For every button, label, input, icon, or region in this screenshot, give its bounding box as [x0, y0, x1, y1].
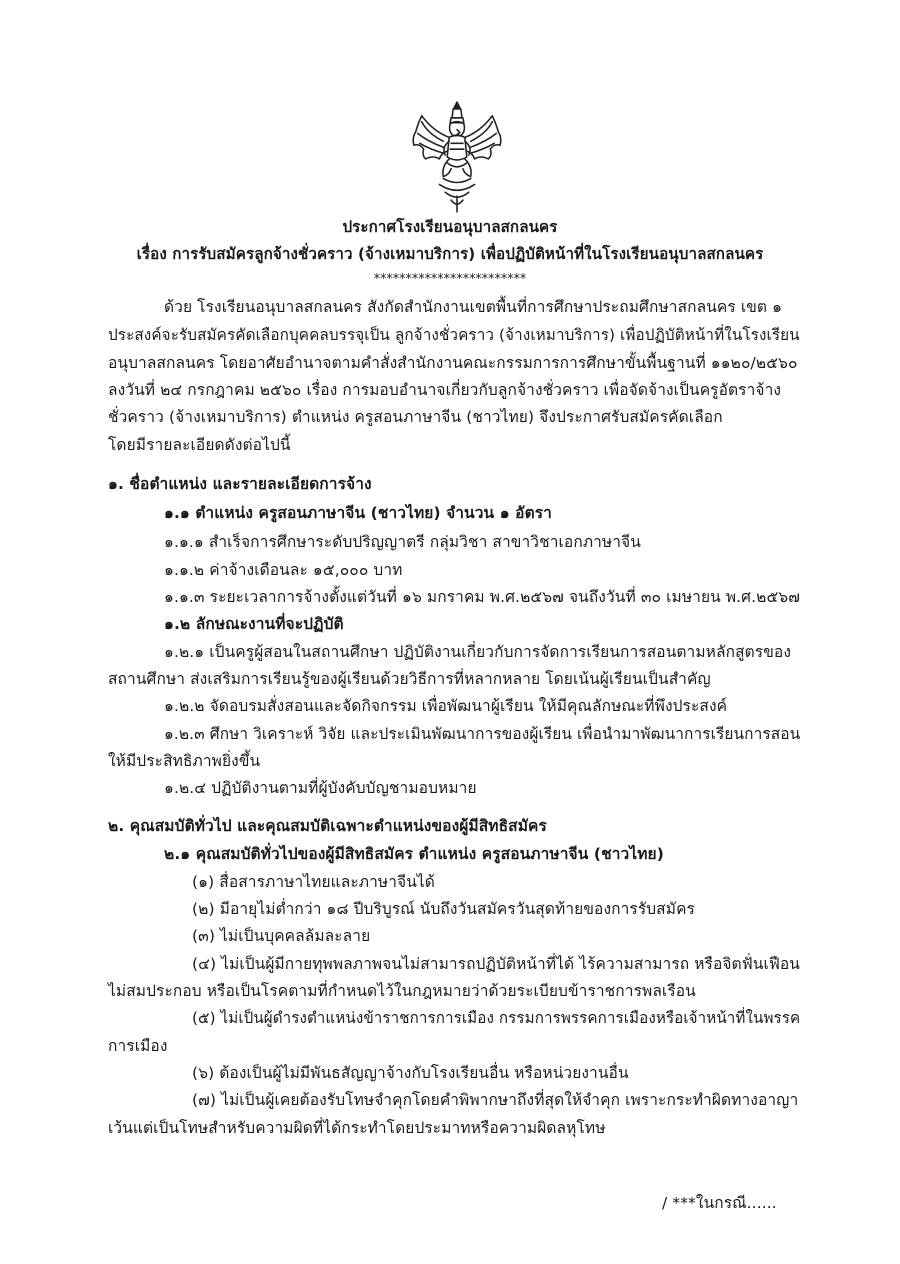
intro-line-5: ชั่วคราว (จ้างเหมาบริการ) ตำแหน่ง ครูสอนภาษาจีน (ชาวไทย) จึงประกาศรับสมัครคัดเลือก	[108, 408, 723, 426]
qualification-4-line-1: (๔) ไม่เป็นผู้มีกายทุพพลภาพจนไม่สามารถปฏิบัติหน้าที่ได้ ไร้ความสามารถ หรือจิตฟั่นเฟือน	[192, 955, 801, 973]
item-1-1-2: ๑.๑.๒ ค่าจ้างเดือนละ ๑๕,๐๐๐ บาท	[164, 561, 403, 579]
item-1-2-1-line-1: ๑.๒.๑ เป็นครูผู้สอนในสถานศึกษา ปฏิบัติงานเกี่ยวกับการจัดการเรียนการสอนตามหลักสูตรของ	[164, 643, 792, 661]
qualification-5-line-2: การเมือง	[108, 1037, 168, 1055]
qualification-4-line-2: ไม่สมประกอบ หรือเป็นโรคตามที่กำหนดไว้ในกฎหมายว่าด้วยระเบียบข้าราชการพลเรือน	[108, 982, 696, 1000]
intro-line-6: โดยมีรายละเอียดดังต่อไปนี้	[108, 436, 291, 454]
item-1-1-3: ๑.๑.๓ ระยะเวลาการจ้างตั้งแต่วันที่ ๑๖ มกราคม พ.ศ.๒๕๖๗ จนถึงวันที่ ๓๐ เมษายน พ.ศ.๒๕๖๗	[164, 588, 800, 606]
qualification-3: (๓) ไม่เป็นบุคคลล้มละลาย	[192, 927, 371, 945]
qualification-6: (๖) ต้องเป็นผู้ไม่มีพันธสัญญาจ้างกับโรงเรียนอื่น หรือหน่วยงานอื่น	[192, 1064, 629, 1082]
item-1-2-1-line-2: สถานศึกษา ส่งเสริมการเรียนรู้ของผู้เรียนด้วยวิธีการที่หลากหลาย โดยเน้นผู้เรียนเป็นสำคัญ	[108, 670, 711, 688]
item-1-2-2: ๑.๒.๒ จัดอบรมสั่งสอนและจัดกิจกรรม เพื่อพัฒนาผู้เรียน ให้มีคุณลักษณะที่พึงประสงค์	[164, 697, 728, 715]
qualification-7-line-1: (๗) ไม่เป็นผู้เคยต้องรับโทษจำคุกโดยคำพิพากษาถึงที่สุดให้จำคุก เพราะกระทำผิดทางอาญา	[192, 1091, 799, 1109]
garuda-emblem-icon	[408, 98, 506, 216]
intro-line-2: ประสงค์จะรับสมัครคัดเลือกบุคคลบรรจุเป็น ลูกจ้างชั่วคราว (จ้างเหมาบริการ) เพื่อปฏิบัติหน้าที่ในโรงเรียน	[108, 326, 800, 344]
announcement-subject: เรื่อง การรับสมัครลูกจ้างชั่วคราว (จ้างเหมาบริการ) เพื่อปฏิบัติหน้าที่ในโรงเรียนอนุบาลสกลนคร	[136, 245, 764, 263]
section-1-2-heading: ๑.๒ ลักษณะงานที่จะปฏิบัติ	[164, 615, 344, 633]
section-2-heading: ๒. คุณสมบัติทั่วไป และคุณสมบัติเฉพาะตำแหน่งของผู้มีสิทธิสมัคร	[108, 817, 547, 835]
announcement-title: ประกาศโรงเรียนอนุบาลสกลนคร	[342, 218, 558, 236]
qualification-2: (๒) มีอายุไม่ต่ำกว่า ๑๘ ปีบริบูรณ์ นับถึงวันสมัครวันสุดท้ายของการรับสมัคร	[192, 900, 695, 918]
section-1-1-heading: ๑.๑ ตำแหน่ง ครูสอนภาษาจีน (ชาวไทย) จำนวน ๑ อัตรา	[164, 504, 552, 522]
qualification-1: (๑) สื่อสารภาษาไทยและภาษาจีนได้	[192, 873, 435, 891]
continued-on-next-page: / ***ในกรณี......	[662, 1194, 777, 1212]
intro-line-1: ด้วย โรงเรียนอนุบาลสกลนคร สังกัดสำนักงานเขตพื้นที่การศึกษาประถมศึกษาสกลนคร เขต ๑	[164, 298, 783, 316]
item-1-2-3-line-1: ๑.๒.๓ ศึกษา วิเคราะห์ วิจัย และประเมินพัฒนาการของผู้เรียน เพื่อนำมาพัฒนาการเรียนการสอน	[164, 725, 801, 743]
qualification-5-line-1: (๕) ไม่เป็นผู้ดำรงตำแหน่งข้าราชการการเมือง กรรมการพรรคการเมืองหรือเจ้าหน้าที่ในพรรค	[192, 1009, 801, 1027]
section-1-heading: ๑. ชื่อตำแหน่ง และรายละเอียดการจ้าง	[108, 475, 372, 493]
title-separator: ************************	[373, 272, 527, 287]
item-1-1-1: ๑.๑.๑ สำเร็จการศึกษาระดับปริญญาตรี กลุ่มวิชา สาขาวิชาเอกภาษาจีน	[164, 533, 641, 551]
item-1-2-4: ๑.๒.๔ ปฏิบัติงานตามที่ผู้บังคับบัญชามอบหมาย	[164, 779, 477, 797]
qualification-7-line-2: เว้นแต่เป็นโทษสำหรับความผิดที่ได้กระทำโดยประมาทหรือความผิดลหุโทษ	[108, 1119, 606, 1137]
intro-line-4: ลงวันที่ ๒๔ กรกฎาคม ๒๕๖๐ เรื่อง การมอบอำนาจเกี่ยวกับลูกจ้างชั่วคราว เพื่อจัดจ้างเป็นครูอัตราจ้าง	[108, 381, 782, 399]
section-2-1-heading: ๒.๑ คุณสมบัติทั่วไปของผู้มีสิทธิสมัคร ตำแหน่ง ครูสอนภาษาจีน (ชาวไทย)	[164, 845, 664, 863]
item-1-2-3-line-2: ให้มีประสิทธิภาพยิ่งขึ้น	[108, 752, 261, 770]
intro-line-3: อนุบาลสกลนคร โดยอาศัยอำนาจตามคำสั่งสำนักงานคณะกรรมการการศึกษาขั้นพื้นฐานที่ ๑๑๒๐/๒๕๖๐	[108, 354, 798, 372]
